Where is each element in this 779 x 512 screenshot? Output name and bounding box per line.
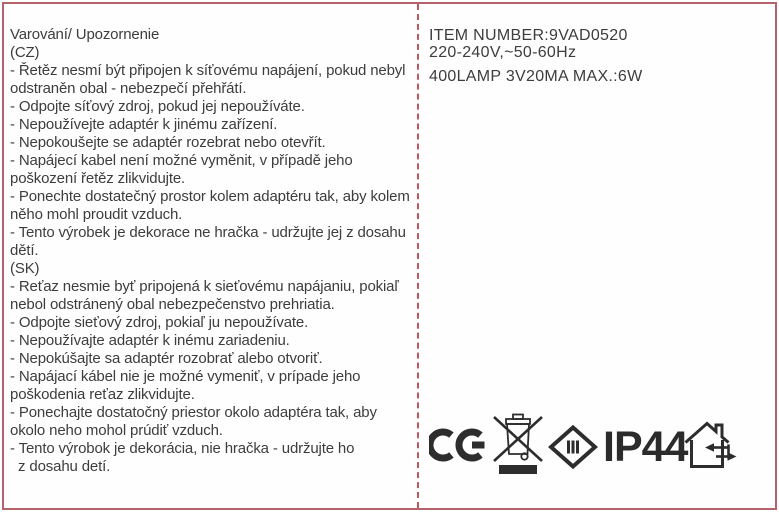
warning-line: - Ponechte dostatečný prostor kolem adaptéru tak, aby kolem	[10, 188, 410, 205]
class-iii-icon	[548, 425, 598, 469]
warning-line: poškození řetěz zlikvidujte.	[10, 170, 186, 187]
warning-line: - Reťaz nesmie byť pripojená k sieťovému napájaniu, pokiaľ	[10, 278, 399, 295]
warning-line: - Nepokoušejte se adaptér rozebrat nebo otevřít.	[10, 134, 326, 151]
warnings-title: Varování/ Upozornenie	[10, 26, 160, 43]
indoor-transformer-house-icon	[683, 420, 739, 472]
warning-line: - Tento výrobok je dekorácia, nie hračka - udržujte ho	[10, 440, 355, 457]
warning-line: - Nepoužívejte adaptér k jinému zařízení.	[10, 116, 278, 133]
warning-line: (CZ)	[10, 44, 40, 61]
ce-mark-icon	[429, 427, 487, 463]
warning-line: z dosahu detí.	[10, 458, 111, 475]
dashed-divider	[417, 4, 419, 508]
warning-line: něho mohl proudit vzduch.	[10, 206, 183, 223]
ip44-rating: IP44	[603, 423, 688, 471]
warning-line: - Odpojte síťový zdroj, pokud jej nepoužíváte.	[10, 98, 305, 115]
item-number: ITEM NUMBER:9VAD0520	[429, 27, 628, 44]
warning-line: - Napájací kábel nie je možné vymeniť, v prípade jeho	[10, 368, 361, 385]
warning-line: - Tento výrobek je dekorace ne hračka - udržujte jej z dosahu	[10, 224, 406, 241]
warning-line: - Nepokúšajte sa adaptér rozobrať alebo otvoriť.	[10, 350, 323, 367]
voltage-spec: 220-240V,~50-60Hz	[429, 44, 577, 61]
warning-line: odstraněn obal - nebezpečí přehřátí.	[10, 80, 247, 97]
warning-line: - Odpojte sieťový zdroj, pokiaľ ju nepoužívate.	[10, 314, 309, 331]
warning-line: dětí.	[10, 242, 39, 259]
warning-line: (SK)	[10, 260, 40, 277]
warning-line: - Nepoužívajte adaptér k inému zariadeniu.	[10, 332, 290, 349]
warning-line: - Řetěz nesmí být připojen k síťovému napájení, pokud nebyl	[10, 62, 406, 79]
item-info-panel	[429, 27, 643, 85]
warning-line: nebol odstránený obal nebezpečenstvo prehriatia.	[10, 296, 335, 313]
warning-line: poškodenia reťaz zlikvidujte.	[10, 386, 195, 403]
warning-line: - Ponechajte dostatočný priestor okolo adaptéra tak, aby	[10, 404, 377, 421]
warnings-panel	[10, 26, 410, 476]
warning-line: - Napájecí kabel není možné vyměnit, v případě jeho	[10, 152, 353, 169]
lamp-spec: 400LAMP 3V20MA MAX.:6W	[429, 68, 643, 85]
weee-crossed-bin-icon	[491, 409, 545, 475]
warning-line: okolo neho mohol prúdiť vzduch.	[10, 422, 223, 439]
